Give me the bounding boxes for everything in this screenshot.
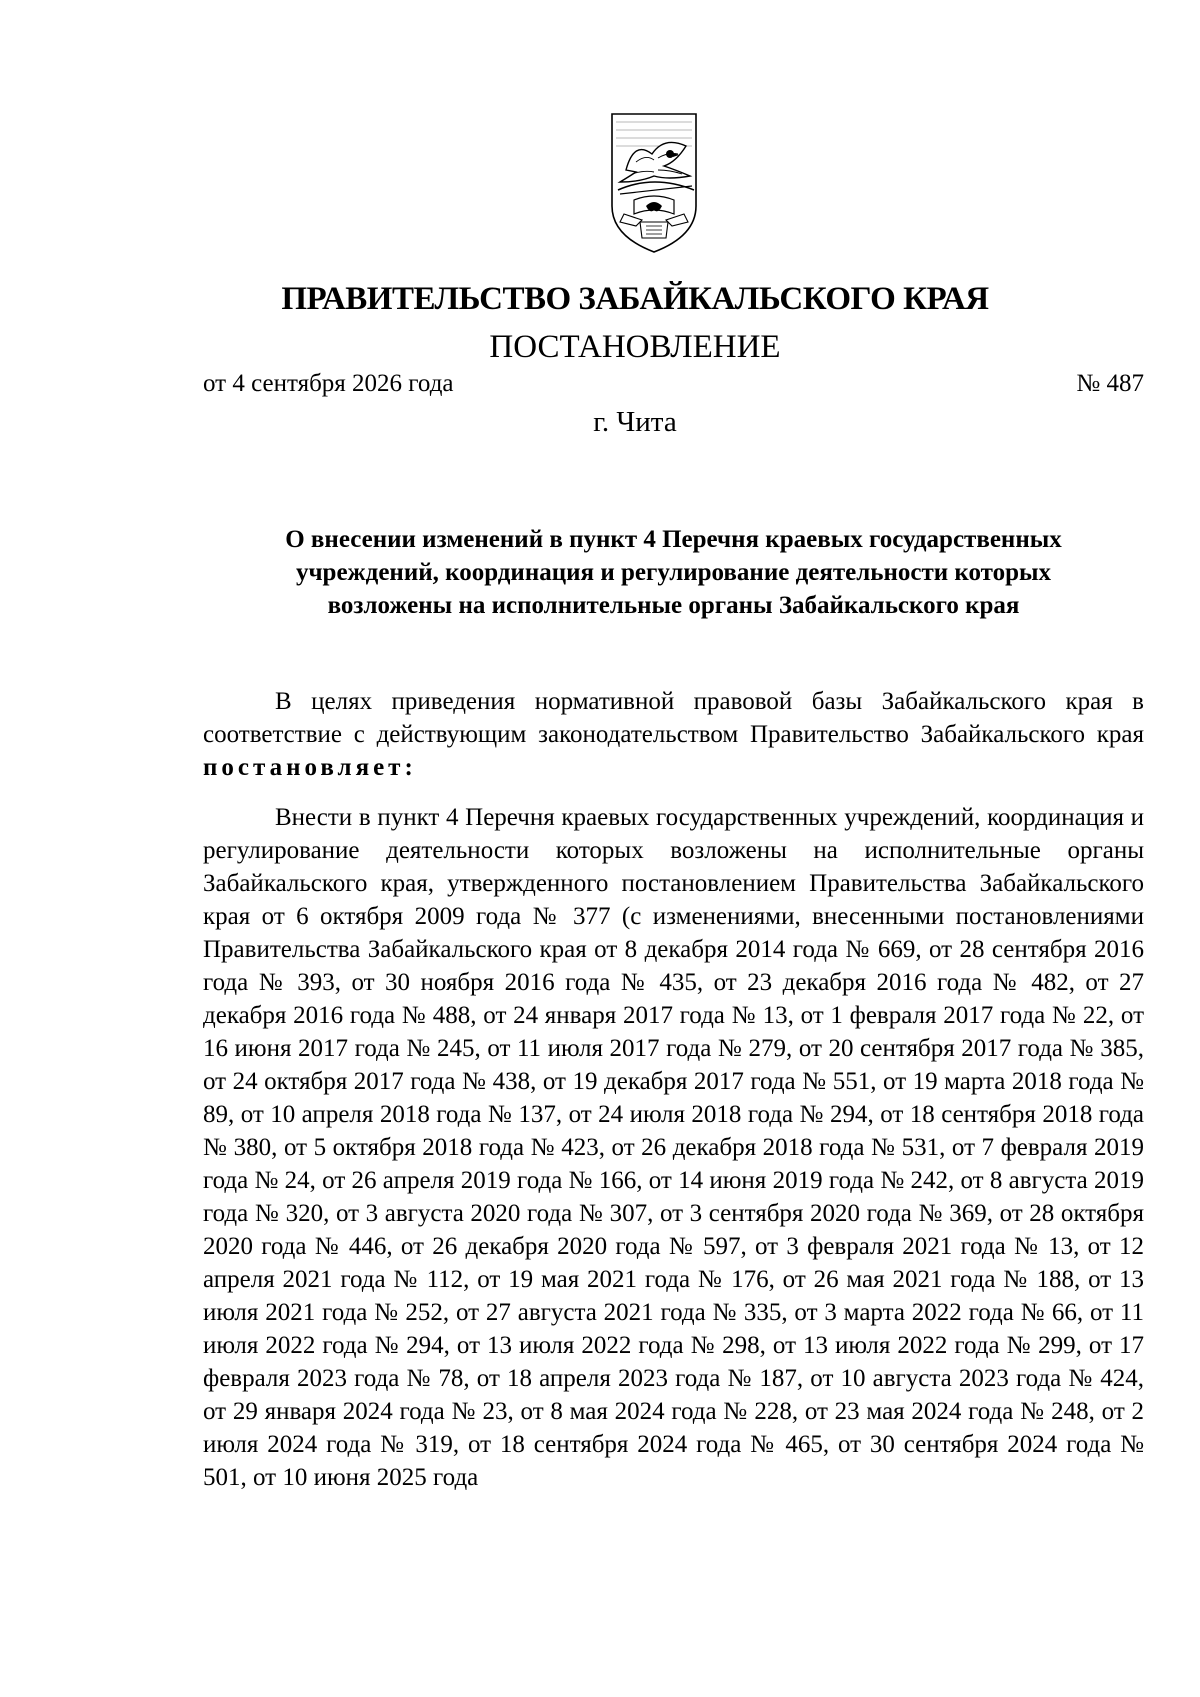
subject-line: О внесении изменений в пункт 4 Перечня краевых государственных [285,526,1062,553]
document-number: № 487 [1076,370,1144,397]
amendment-paragraph: Внести в пункт 4 Перечня краевых государственных учреждений, координация и регулирование деятельности которых возложены на исполнительные органы Забайкальского края, утвержденного постановлением Правительства Забайкальского края от 6 октября 2009 года № 377 (с изменениями, внесенными постановлениями Правительства Забайкальского края от 8 декабря 2014 года № 669, от 28 сентября 2016 года № 393, от 30 ноября 2016 года № 435, от 23 декабря 2016 года № 482, от 27 декабря 2016 года № 488, от 24 января 2017 года № 13, от 1 февраля 2017 года № 22, от 16 июня 2017 года № 245, от 11 июля 2017 года № 279, от 20 сентября 2017 года № 385, от 24 октября 2017 года № 438, от 19 декабря 2017 года № 551, от 19 марта 2018 года № 89, от 10 апреля 2018 года № 137, от 24 июля 2018 года № 294, от 18 сентября 2018 года № 380, от 5 октября 2018 года № 423, от 26 декабря 2018 года № 531, от 7 февраля 2019 года № 24, от 26 апреля 2019 года № 166, от 14 июня 2019 года № 242, от 8 августа 2019 года № 320, от 3 августа 2020 года № 307, от 3 сентября 2020 года № 369, от 28 октября 2020 года № 446, от 26 декабря 2020 года № 597, от 3 февраля 2021 года № 13, от 12 апреля 2021 года № 112, от 19 мая 2021 года № 176, от 26 мая 2021 года № 188, от 13 июля 2021 года № 252, от 27 августа 2021 года № 335, от 3 марта 2022 года № 66, от 11 июля 2022 года № 294, от 13 июля 2022 года № 298, от 13 июля 2022 года № 299, от 17 февраля 2023 года № 78, от 18 апреля 2023 года № 187, от 10 августа 2023 года № 424, от 29 января 2024 года № 23, от 8 мая 2024 года № 228, от 23 мая 2024 года № 248, от 2 июля 2024 года № 319, от 18 сентября 2024 года № 465, от 30 сентября 2024 года № 501, от 10 июня 2025 года [203,804,1144,1491]
document-city: г. Чита [593,406,677,438]
coat-of-arms-emblem [606,110,702,262]
document-type: ПОСТАНОВЛЕНИЕ [489,329,781,365]
subject-line: учреждений, координация и регулирование деятельности которых [295,559,1052,586]
eagle-emblem-icon [606,110,702,262]
document-subject [203,523,1144,622]
document-date: от 4 сентября 2026 года [203,370,454,397]
decree-word: постановляет: [203,754,417,781]
subject-line: возложены на исполнительные органы Забайкальского края [327,592,1020,619]
preamble-paragraph [203,685,1144,784]
organization-title: ПРАВИТЕЛЬСТВО ЗАБАЙКАЛЬСКОГО КРАЯ [281,281,989,317]
preamble-text: В целях приведения нормативной правовой базы Забайкальского края в соответствие с действующим законодательством Правительство Забайкальского края [203,688,1144,748]
